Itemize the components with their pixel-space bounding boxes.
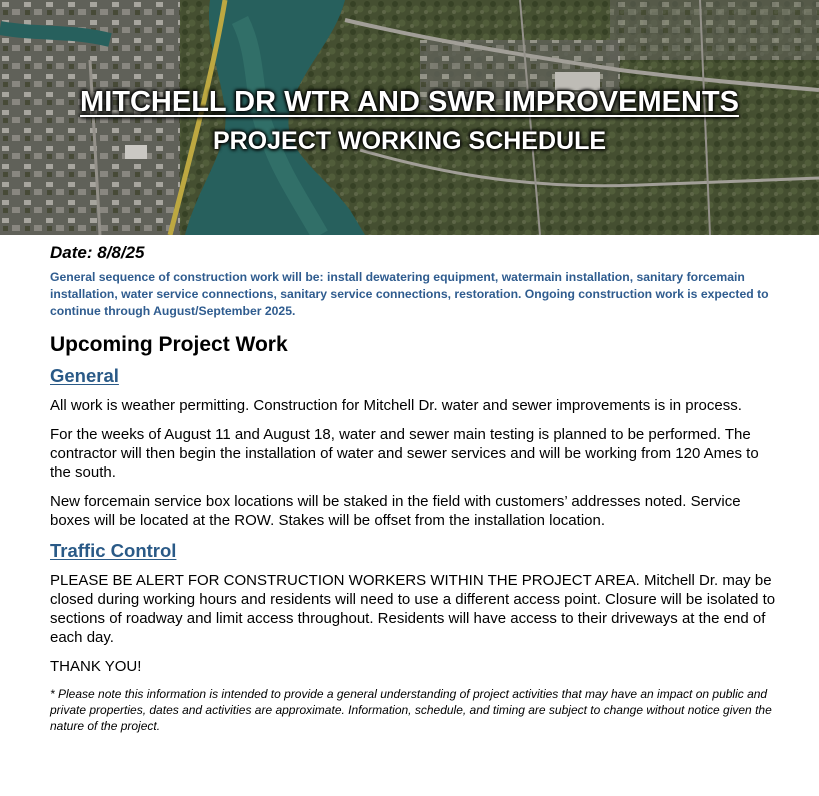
general-paragraph: New forcemain service box locations will be staked in the field with customers’ addresses noted. Service boxes will be located at the ROW. Stakes will be offset from the installation location. (50, 493, 741, 529)
schedule-content (50, 243, 780, 734)
schedule-date: Date: 8/8/25 (50, 243, 145, 262)
disclaimer-note: * Please note this information is intended to provide a general understanding of project activities that may have an impact on public and private properties, dates and activities are approximate. Information, schedule, and timing are subject to change without notice given the nature of the project. (50, 687, 772, 733)
upcoming-work-heading: Upcoming Project Work (50, 333, 288, 356)
traffic-control-heading: Traffic Control (50, 540, 177, 561)
general-paragraph: All work is weather permitting. Construction for Mitchell Dr. water and sewer improvements is in process. (50, 397, 742, 414)
page-subtitle: PROJECT WORKING SCHEDULE (212, 127, 607, 155)
general-heading: General (50, 365, 119, 386)
construction-sequence-summary: General sequence of construction work will be: install dewatering equipment, watermain installation, sanitary forcemain installation, water service connections, sanitary service connections, restoration. Ongoing construction work is expected to continue through August/September 2025. (50, 270, 769, 318)
page-title: MITCHELL DR WTR AND SWR IMPROVEMENTS (80, 86, 739, 118)
general-paragraph: For the weeks of August 11 and August 18, water and sewer main testing is planned to be performed. The contractor will then begin the installation of water and sewer services and will be working from 120 Ames to the south. (50, 426, 759, 481)
thank-you-text: THANK YOU! (50, 658, 142, 675)
aerial-map-banner (0, 0, 819, 235)
traffic-control-paragraph: PLEASE BE ALERT FOR CONSTRUCTION WORKERS WITHIN THE PROJECT AREA. Mitchell Dr. may be closed during working hours and residents will need to use a different access point. Closure will be isolated to sections of roadway and limit access throughout. Residents will have access to their driveways at the end of each day. (50, 572, 776, 646)
